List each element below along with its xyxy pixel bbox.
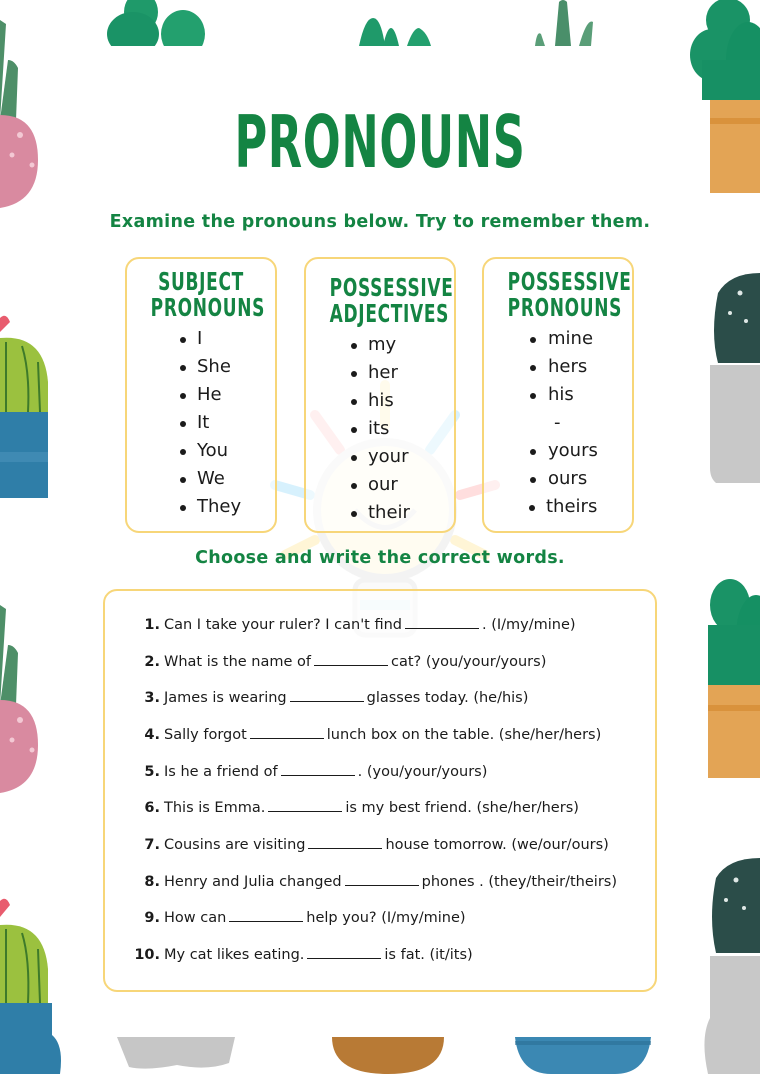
- card-title: [150, 267, 266, 322]
- list-item: [306, 471, 454, 499]
- list-item-text: mine: [548, 328, 594, 349]
- exercise-item: [131, 762, 487, 780]
- answer-blank[interactable]: [405, 615, 479, 629]
- list-item-text: his: [368, 390, 394, 411]
- card-title-line1: POSSESSIVE: [507, 267, 632, 296]
- bullet-icon: [180, 421, 186, 427]
- instruction-examine: Examine the pronouns below. Try to remember them.: [109, 212, 651, 232]
- cactus-blue-pot-icon: [0, 895, 64, 1074]
- bullet-icon: [351, 371, 357, 377]
- item-number: 8.: [144, 874, 160, 890]
- sentence-start: How can: [164, 910, 227, 926]
- list-item: [127, 409, 275, 437]
- cactus-grey-pot-icon: [700, 858, 760, 1074]
- list-item-text: You: [197, 440, 229, 461]
- list-item-text: ours: [548, 468, 588, 489]
- sentence-start: Can I take your ruler? I can't find: [164, 617, 402, 633]
- bullet-icon: [180, 337, 186, 343]
- list-item: [484, 493, 632, 521]
- bullet-icon: [530, 393, 536, 399]
- sentence-start: This is Emma.: [164, 800, 266, 816]
- bullet-icon: [180, 505, 186, 511]
- bullet-icon: [351, 343, 357, 349]
- bullet-icon: [180, 365, 186, 371]
- pot-brown-bottom-icon: [332, 1037, 444, 1074]
- list-item: [484, 325, 632, 353]
- sentence-end: house tomorrow. (we/our/ours): [385, 837, 609, 853]
- exercise-item: [131, 652, 546, 670]
- bullet-icon: [351, 511, 357, 517]
- exercise-item: [131, 872, 617, 890]
- list-item-text: your: [368, 446, 409, 467]
- bullet-icon: [530, 337, 536, 343]
- list-item-text: They: [197, 496, 242, 517]
- list-item-text: I: [197, 328, 203, 349]
- list-item-text: her: [368, 362, 398, 383]
- answer-blank[interactable]: [308, 835, 382, 849]
- cactus-pink-pot-icon: [0, 605, 42, 795]
- list-item-text: his: [548, 384, 574, 405]
- answer-blank[interactable]: [281, 762, 355, 776]
- exercise-box: [103, 589, 657, 992]
- list-item: [127, 465, 275, 493]
- list-item: [127, 325, 275, 353]
- list-item-text: their: [368, 502, 410, 523]
- bullet-icon: [180, 449, 186, 455]
- item-number: 1.: [144, 617, 160, 633]
- list-item: [484, 381, 632, 409]
- list-item: [306, 331, 454, 359]
- answer-blank[interactable]: [250, 725, 324, 739]
- cactus-top-center-icon: [357, 18, 435, 46]
- bullet-icon: [180, 477, 186, 483]
- exercise-item: [131, 725, 601, 743]
- sentence-end: is fat. (it/its): [384, 947, 473, 963]
- list-item-text: He: [197, 384, 222, 405]
- list-item-text: our: [368, 474, 398, 495]
- item-number: 10.: [134, 947, 160, 963]
- sentence-end: help you? (I/my/mine): [306, 910, 466, 926]
- answer-blank[interactable]: [345, 872, 419, 886]
- sentence-end: is my best friend. (she/her/hers): [345, 800, 579, 816]
- sentence-end: lunch box on the table. (she/her/hers): [326, 727, 602, 743]
- exercise-item: [131, 798, 579, 816]
- list-item: [306, 443, 454, 471]
- card-title-line2: PRONOUNS: [507, 293, 623, 322]
- sentence-end: . (I/my/mine): [482, 617, 576, 633]
- answer-blank[interactable]: [307, 945, 381, 959]
- list-item: [127, 493, 275, 521]
- item-number: 2.: [144, 654, 160, 670]
- item-number: 5.: [144, 764, 160, 780]
- exercise-item: [131, 945, 473, 963]
- bullet-icon: [351, 399, 357, 405]
- sentence-start: Sally forgot: [164, 727, 247, 743]
- card-title-line1: POSSESSIVE: [329, 273, 454, 302]
- list-item: [306, 499, 454, 527]
- list-item-text: its: [368, 418, 390, 439]
- card-title-line2: ADJECTIVES: [329, 299, 450, 328]
- list-item: [484, 437, 632, 465]
- card-title: [507, 267, 632, 322]
- list-item: [306, 387, 454, 415]
- item-number: 6.: [144, 800, 160, 816]
- item-number: 7.: [144, 837, 160, 853]
- cactus-top-left-icon: [103, 0, 208, 46]
- list-item: [306, 415, 454, 443]
- pot-grey-bottom-icon: [117, 1037, 235, 1069]
- list-item-empty: [484, 409, 632, 437]
- page-title: PRONOUNS: [234, 100, 526, 184]
- list-item: [306, 359, 454, 387]
- list-item-text: my: [368, 334, 397, 355]
- item-number: 4.: [144, 727, 160, 743]
- instruction-choose: Choose and write the correct words.: [195, 548, 565, 568]
- card-title: [329, 273, 454, 328]
- list-item-text: yours: [548, 440, 598, 461]
- sentence-end: phones . (they/their/theirs): [421, 874, 617, 890]
- exercise-item: [131, 835, 609, 853]
- sentence-end: cat? (you/your/yours): [391, 654, 547, 670]
- card-title-line2: PRONOUNS: [150, 293, 266, 322]
- pronoun-list: [306, 331, 454, 527]
- sentence-start: Henry and Julia changed: [164, 874, 342, 890]
- exercise-item: [131, 688, 528, 706]
- answer-blank[interactable]: [229, 908, 303, 922]
- cactus-top-right-icon: [535, 0, 599, 46]
- list-item: [484, 353, 632, 381]
- answer-blank[interactable]: [290, 688, 364, 702]
- pronoun-list: [484, 325, 632, 521]
- list-item-text: hers: [548, 356, 588, 377]
- bullet-icon: [180, 393, 186, 399]
- list-item-text: -: [554, 412, 561, 433]
- item-number: 9.: [144, 910, 160, 926]
- cactus-orange-pot-icon: [688, 0, 760, 195]
- cactus-pink-pot-icon: [0, 20, 42, 210]
- item-number: 3.: [144, 690, 160, 706]
- bullet-icon: [351, 427, 357, 433]
- list-item: [127, 437, 275, 465]
- card-title-line1: SUBJECT: [158, 267, 244, 296]
- pronoun-list: [127, 325, 275, 521]
- sentence-start: My cat likes eating.: [164, 947, 305, 963]
- list-item-text: We: [197, 468, 225, 489]
- answer-blank[interactable]: [268, 798, 342, 812]
- list-item: [127, 353, 275, 381]
- cactus-grey-pot-icon: [710, 273, 760, 483]
- bullet-icon: [530, 449, 536, 455]
- bullet-icon: [351, 483, 357, 489]
- cactus-blue-pot-icon: [0, 312, 52, 502]
- bullet-icon: [351, 455, 357, 461]
- exercise-item: [131, 615, 576, 633]
- sentence-end: glasses today. (he/his): [366, 690, 529, 706]
- sentence-start: What is the name of: [164, 654, 312, 670]
- bullet-icon: [530, 477, 536, 483]
- answer-blank[interactable]: [314, 652, 388, 666]
- card-possessive-adjectives: [304, 257, 456, 533]
- bullet-icon: [529, 505, 535, 511]
- list-item-text: theirs: [546, 496, 598, 517]
- pot-blue-bottom-icon: [515, 1037, 651, 1074]
- sentence-start: Cousins are visiting: [164, 837, 306, 853]
- card-subject-pronouns: [125, 257, 277, 533]
- card-possessive-pronouns: [482, 257, 634, 533]
- exercise-item: [131, 908, 466, 926]
- bullet-icon: [530, 365, 536, 371]
- sentence-end: . (you/your/yours): [357, 764, 488, 780]
- list-item: [484, 465, 632, 493]
- cactus-orange-pot-icon: [708, 575, 760, 780]
- sentence-start: Is he a friend of: [164, 764, 278, 780]
- list-item: [127, 381, 275, 409]
- list-item-text: She: [197, 356, 231, 377]
- sentence-start: James is wearing: [164, 690, 287, 706]
- list-item-text: It: [197, 412, 210, 433]
